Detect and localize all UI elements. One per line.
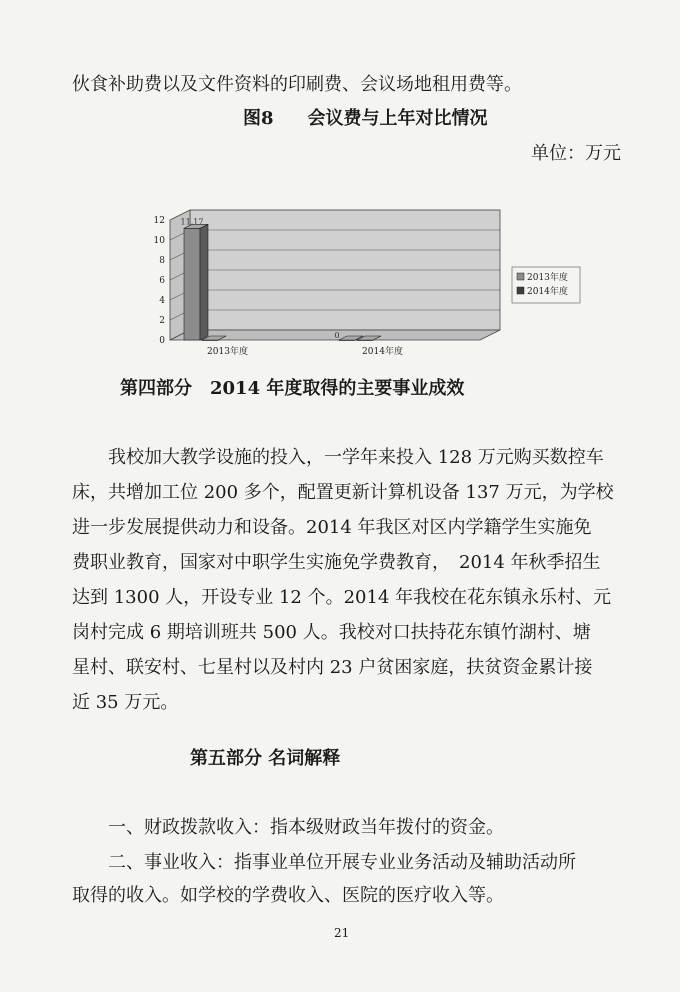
data-label: 11.17 bbox=[180, 217, 204, 227]
paragraph-line: 达到 1300 人，开设专业 12 个。2014 年我校在花东镇永乐村、元 bbox=[72, 587, 612, 608]
definition-fiscal-income: 一、财政拨款收入：指本级财政当年拨付的资金。 bbox=[108, 817, 504, 838]
unit-label: 单位：万元 bbox=[531, 143, 621, 164]
definition-business-income-line2: 取得的收入。如学校的学费收入、医院的医疗收入等。 bbox=[72, 885, 504, 906]
paragraph-line: 费职业教育，国家对中职学生实施免学费教育， 2014 年秋季招生 bbox=[72, 552, 601, 573]
figure-title-text: 会议费与上年对比情况 bbox=[307, 108, 488, 129]
paragraph-line: 床，共增加工位 200 多个，配置更新计算机设备 137 万元，为学校 bbox=[72, 482, 614, 503]
data-label: 0 bbox=[334, 331, 340, 340]
legend-entry: 2013年度 bbox=[527, 273, 568, 283]
paragraph-line: 岗村完成 6 期培训班共 500 人。我校对口扶持花东镇竹湖村、塘 bbox=[72, 622, 591, 643]
y-tick-label: 8 bbox=[159, 256, 165, 266]
y-tick-label: 12 bbox=[153, 216, 165, 226]
page-number: 21 bbox=[334, 926, 350, 940]
y-tick-label: 2 bbox=[159, 316, 165, 326]
legend-entry: 2014年度 bbox=[527, 287, 568, 297]
paragraph-line: 进一步发展提供动力和设备。2014 年我区对区内学籍学生实施免 bbox=[72, 517, 592, 538]
bar bbox=[184, 228, 200, 340]
legend-swatch bbox=[517, 273, 524, 280]
x-category-label: 2013年度 bbox=[207, 347, 248, 357]
y-tick-label: 10 bbox=[153, 236, 165, 246]
paragraph-line: 近 35 万元。 bbox=[72, 692, 179, 713]
bar-chart bbox=[140, 205, 600, 365]
definition-business-income-line1: 二、事业收入：指事业单位开展专业业务活动及辅助活动所 bbox=[108, 852, 576, 873]
x-category-label: 2014年度 bbox=[362, 347, 403, 357]
achievements-paragraph bbox=[72, 440, 612, 720]
y-tick-label: 4 bbox=[159, 296, 165, 306]
paragraph-line: 我校加大教学设施的投入，一学年来投入 128 万元购买数控车 bbox=[108, 447, 604, 468]
figure-label: 图8 bbox=[243, 108, 274, 129]
section5-heading: 第五部分 名词解释 bbox=[190, 748, 341, 769]
y-tick-label: 6 bbox=[159, 276, 165, 286]
paragraph-line: 星村、联安村、七星村以及村内 23 户贫困家庭，扶贫资金累计接 bbox=[72, 657, 593, 678]
section4-heading: 第四部分 2014 年度取得的主要事业成效 bbox=[120, 378, 465, 399]
bar-side bbox=[200, 224, 208, 340]
intro-line: 伙食补助费以及文件资料的印刷费、会议场地租用费等。 bbox=[72, 74, 522, 95]
figure-title bbox=[243, 108, 488, 130]
y-tick-label: 0 bbox=[159, 336, 165, 346]
legend-swatch bbox=[517, 287, 524, 294]
